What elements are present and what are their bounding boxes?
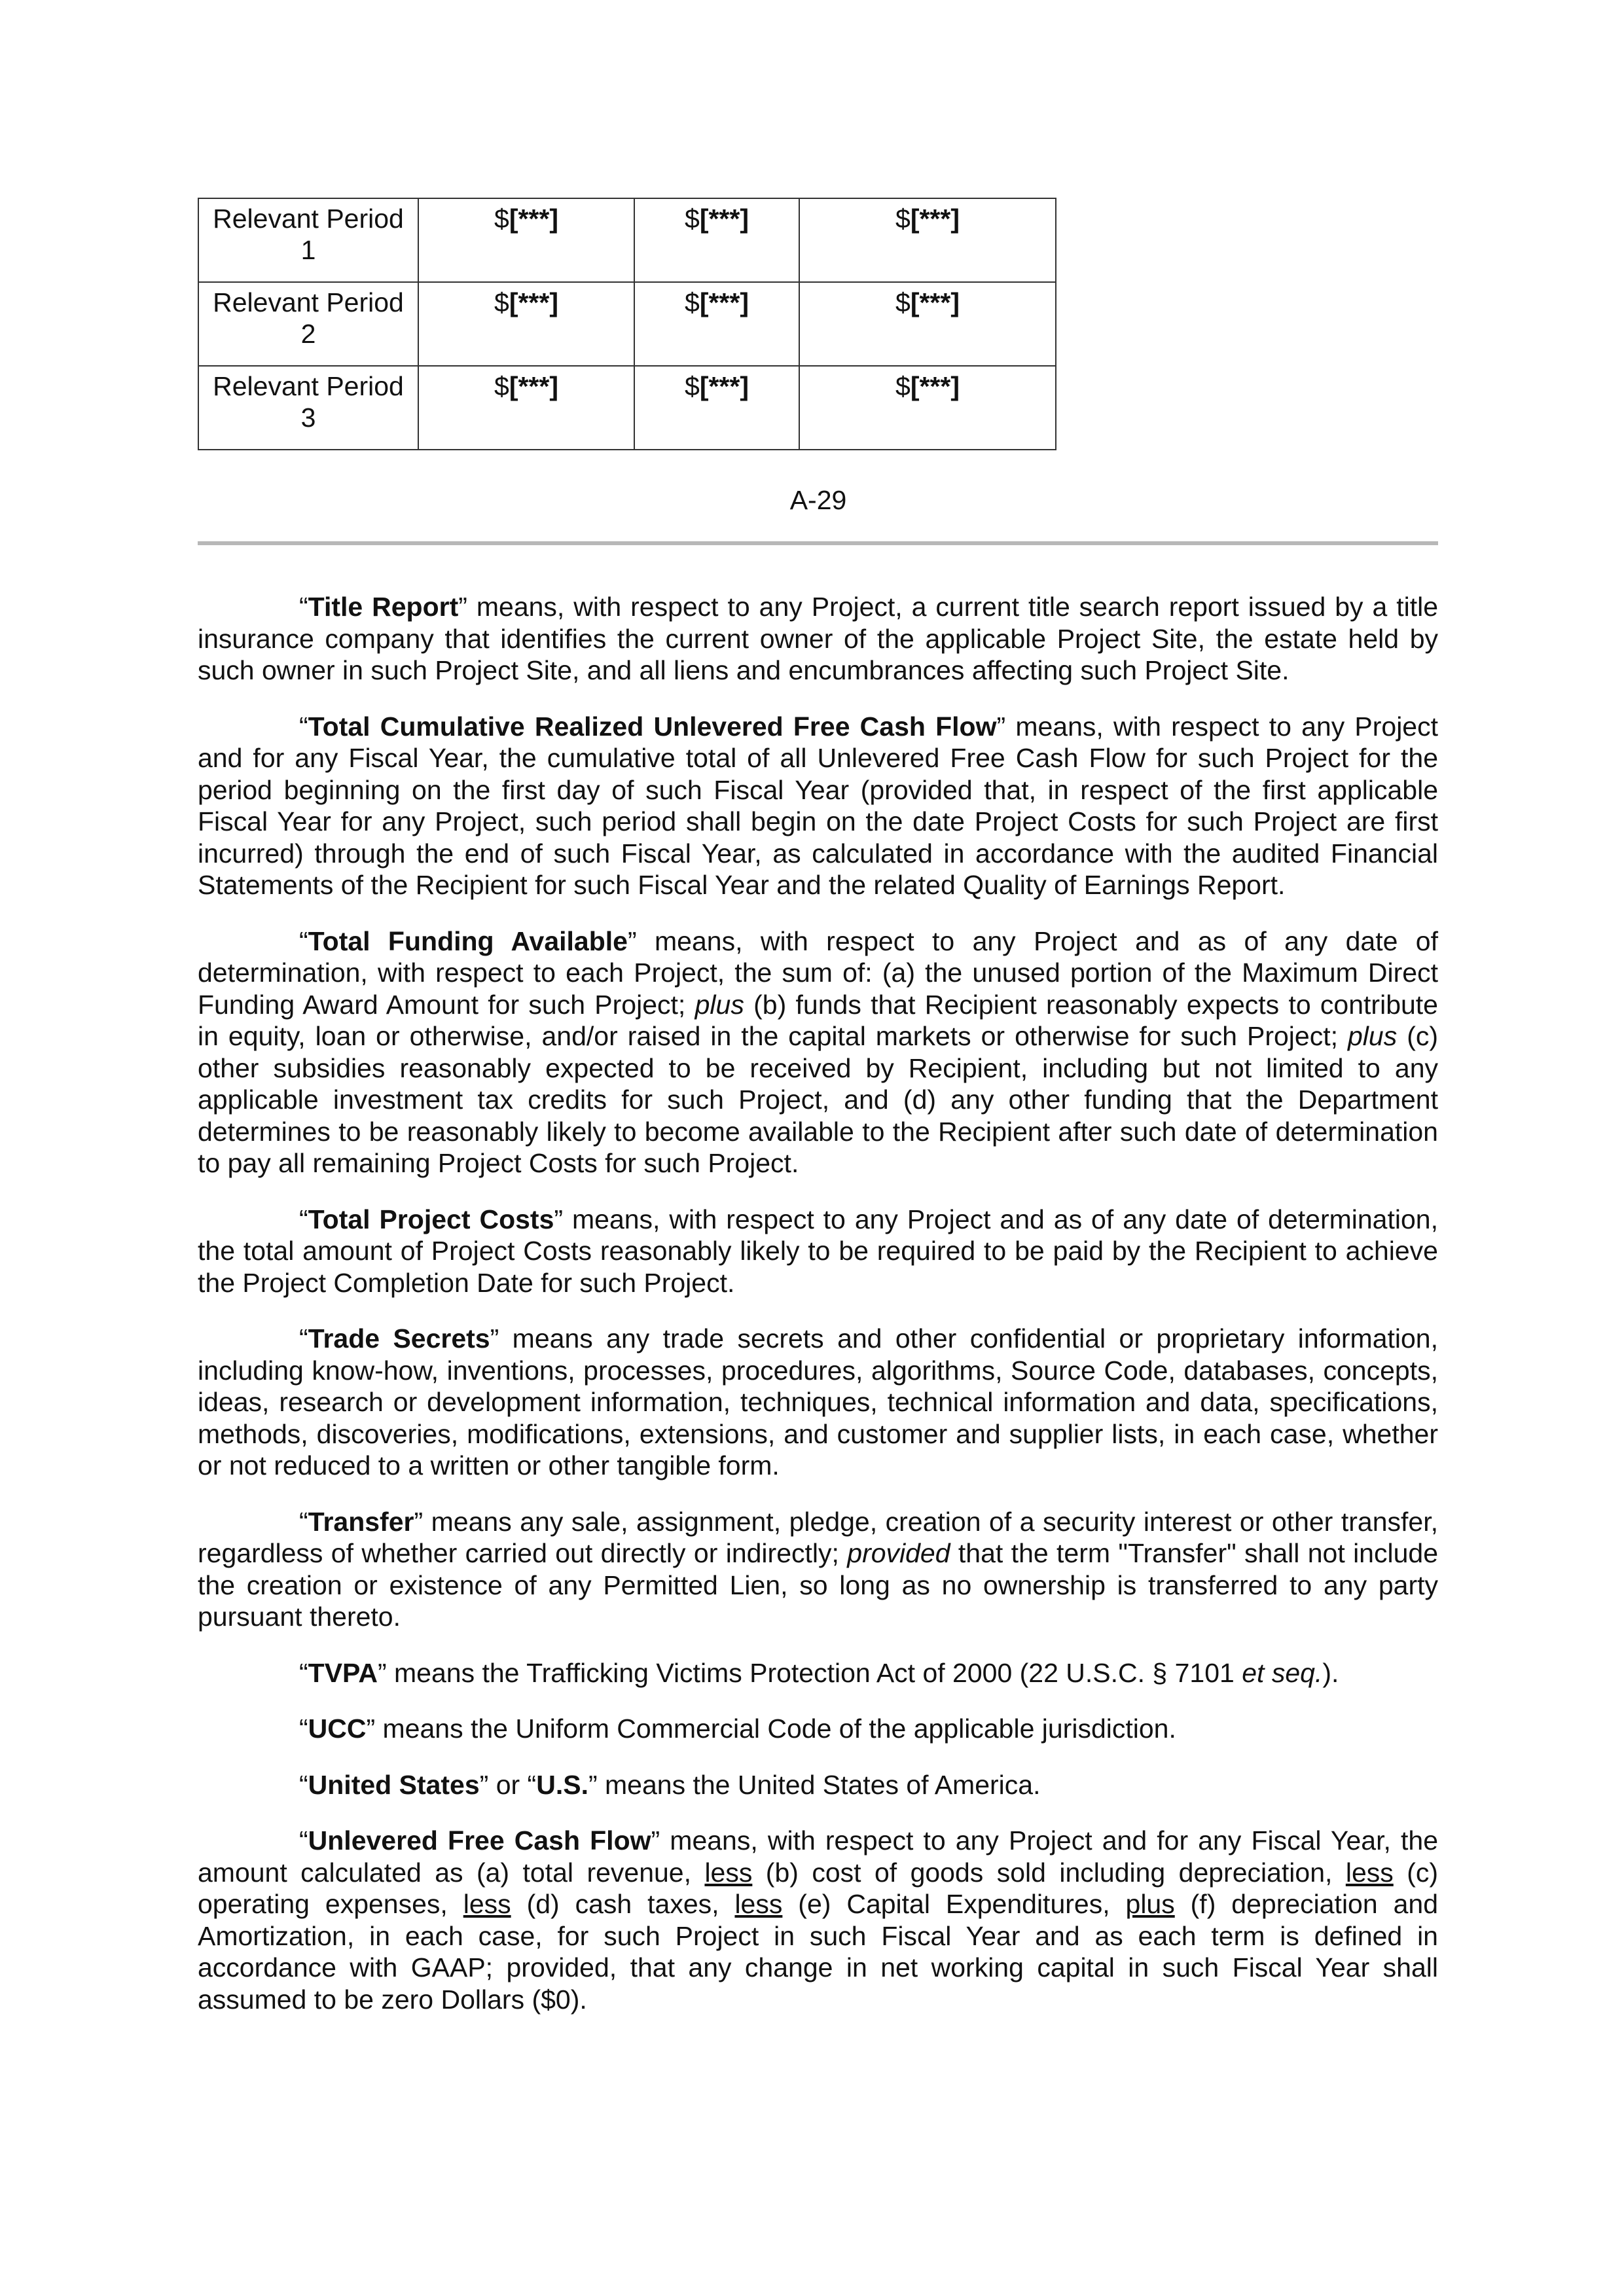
table-cell: $[***] <box>418 366 634 450</box>
table-cell: $[***] <box>418 282 634 366</box>
table-row <box>198 198 1056 282</box>
defined-term: Unlevered Free Cash Flow <box>308 1825 651 1856</box>
defined-term: United States <box>308 1769 480 1800</box>
definition-ucc: “UCC” means the Uniform Commercial Code of the applicable jurisdiction. <box>299 1713 1176 1744</box>
table-cell: $[***] <box>634 366 799 450</box>
page-number: A-29 <box>789 485 847 515</box>
defined-term: Total Project Costs <box>308 1204 554 1234</box>
table-cell: $[***] <box>418 198 634 282</box>
defined-term: U.S. <box>536 1769 588 1800</box>
table-row-label: Relevant Period 1 <box>198 198 418 282</box>
table-row <box>198 366 1056 450</box>
table-cell: $[***] <box>799 366 1056 450</box>
table-row-label: Relevant Period 2 <box>198 282 418 366</box>
relevant-period-table <box>198 198 1056 450</box>
table-cell: $[***] <box>634 198 799 282</box>
definitions-section <box>198 591 1438 2039</box>
definition-transfer: “Transfer” means any sale, assignment, pledge, creation of a security interest or other transfer, regardless of whether carried out directly or indirectly; provided that the term "Transfer" shall not include the creation or existence of any Permitted Lien, so long as no ownership is transferred to any party pursuant thereto. <box>198 1506 1439 1632</box>
table-cell: $[***] <box>799 282 1056 366</box>
defined-term: TVPA <box>308 1657 378 1688</box>
table-cell: $[***] <box>799 198 1056 282</box>
definition-total-funding-available: “Total Funding Available” means, with respect to any Project and as of any date of determination, with respect to each Project, the sum of: (a) the unused portion of the Maximum Direct Funding Award Amount for such Project; plus (b) funds that Recipient reasonably expects to contribute in equity, loan or otherwise, and/or raised in the capital markets or otherwise for such Project; plus (c) other subsidies reasonably expected to be received by Recipient, including but not limited to any applicable investment tax credits for such Project, and (d) any other funding that the Department determines to be reasonably likely to become available to the Recipient after such date of determination to pay all remaining Project Costs for such Project. <box>198 925 1439 1178</box>
defined-term: Title Report <box>308 592 459 622</box>
definition-total-project-costs: “Total Project Costs” means, with respect to any Project and as of any date of determination, the total amount of Project Costs reasonably likely to be required to be paid by the Recipient to achieve the Project Completion Date for such Project. <box>198 1204 1438 1298</box>
definition-total-cumulative-realized-unlevered-free-cash-flow: “Total Cumulative Realized Unlevered Free Cash Flow” means, with respect to any Project and for any Fiscal Year, the cumulative total of all Unlevered Free Cash Flow for such Project for the period beginning on the first day of such Fiscal Year (provided that, in respect of the first applicable Fiscal Year for any Project, such period shall begin on the date Project Costs for such Project are first incurred) through the end of such Fiscal Year, as calculated in accordance with the audited Financial Statements of the Recipient for such Fiscal Year and the related Quality of Earnings Report. <box>198 711 1438 900</box>
table-row-label: Relevant Period 3 <box>198 366 418 450</box>
definition-title-report: “Title Report” means, with respect to any Project, a current title search report issued by a title insurance company that identifies the current owner of the applicable Project Site, the estate held by such owner in such Project Site, and all liens and encumbrances affecting such Project Site. <box>198 592 1438 685</box>
defined-term: Total Cumulative Realized Unlevered Free Cash Flow <box>308 711 997 742</box>
defined-term: Total Funding Available <box>308 925 628 956</box>
definition-trade-secrets: “Trade Secrets” means any trade secrets and other confidential or proprietary information, including know-how, inventions, processes, procedures, algorithms, Source Code, databases, concepts, ideas, research or development information, techniques, technical information and data, specifications, methods, discoveries, modifications, extensions, and customer and supplier lists, in each case, whether or not reduced to a written or other tangible form. <box>198 1323 1439 1480</box>
definition-tvpa: “TVPA” means the Trafficking Victims Protection Act of 2000 (22 U.S.C. § 7101 et seq.). <box>299 1657 1339 1688</box>
defined-term: UCC <box>308 1713 367 1744</box>
defined-term: Trade Secrets <box>308 1323 490 1354</box>
defined-term: Transfer <box>308 1506 414 1537</box>
definition-unlevered-free-cash-flow: “Unlevered Free Cash Flow” means, with respect to any Project and for any Fiscal Year, the amount calculated as (a) total revenue, less (b) cost of goods sold including depreciation, less (c) operating expenses, less (d) cash taxes, less (e) Capital Expenditures, plus (f) depreciation and Amortization, in each case, for such Project in such Fiscal Year and as each term is defined in accordance with GAAP; provided, that any change in net working capital in such Fiscal Year shall assumed to be zero Dollars ($0). <box>198 1825 1439 2015</box>
table-cell: $[***] <box>634 282 799 366</box>
definition-united-states: “United States” or “U.S.” means the United States of America. <box>299 1769 1041 1800</box>
table-row <box>198 282 1056 366</box>
page-break-divider <box>198 541 1438 545</box>
